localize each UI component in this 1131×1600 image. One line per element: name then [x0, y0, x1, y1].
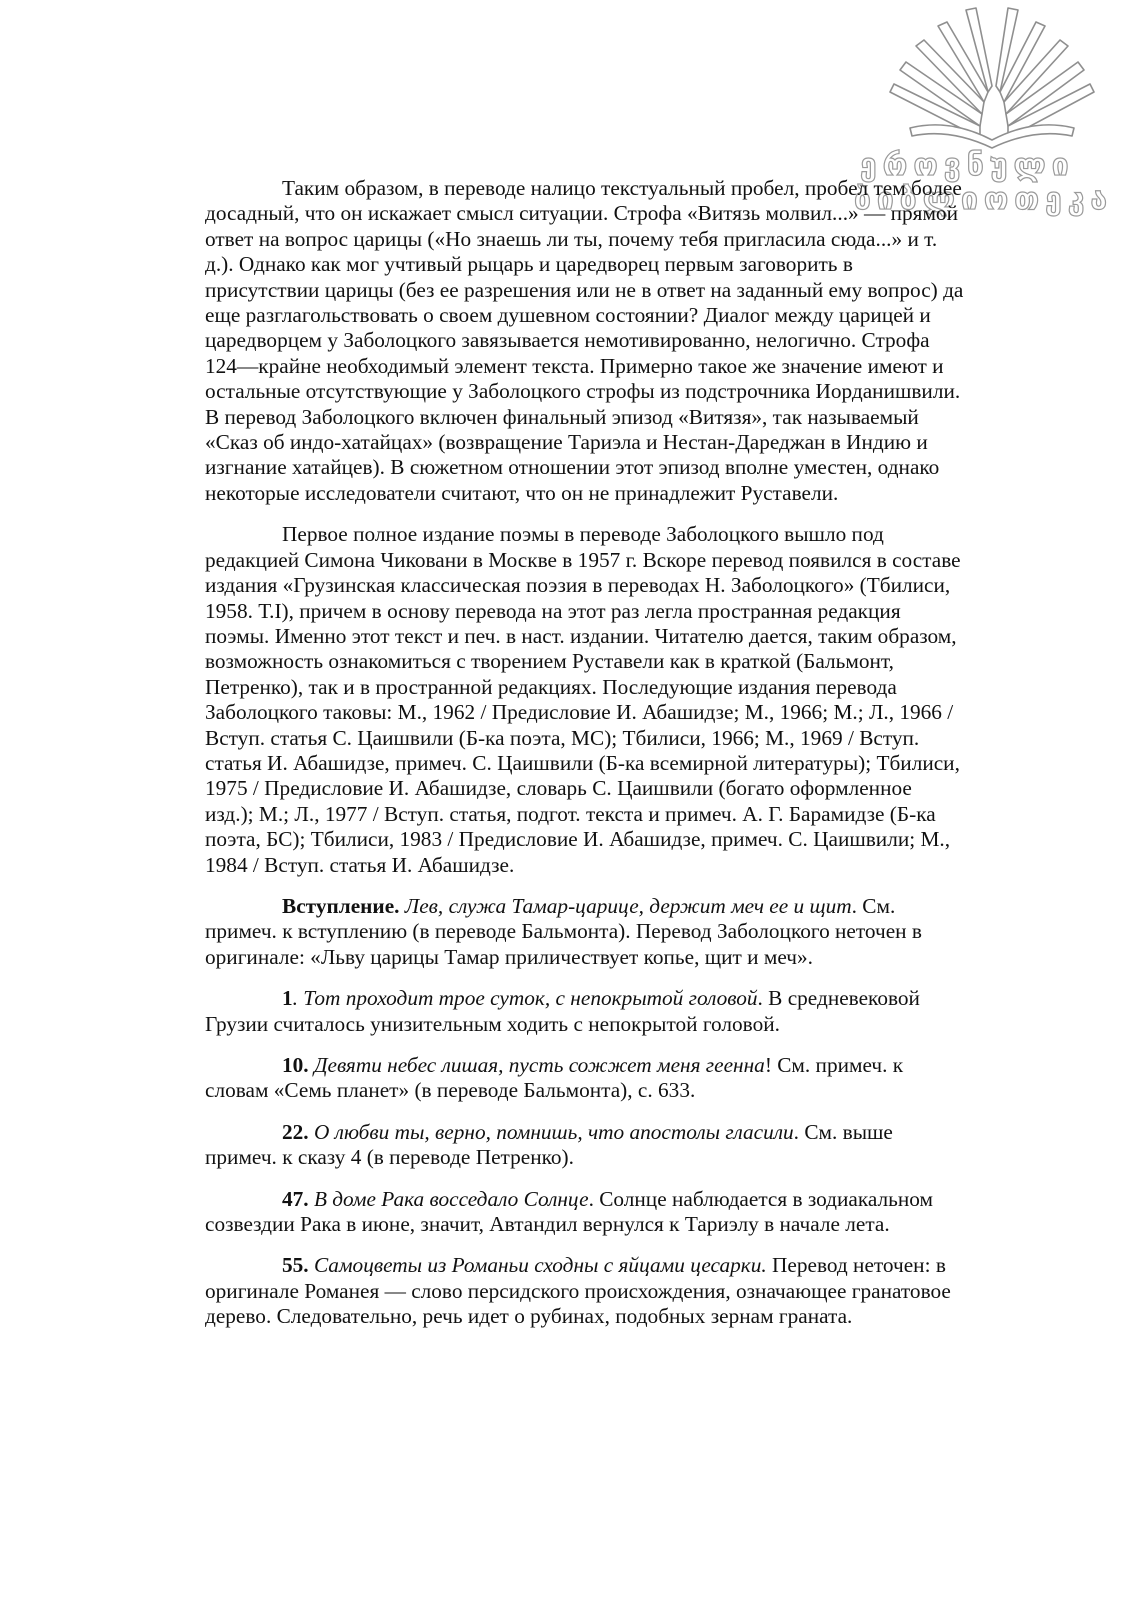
note-body: ! См. примеч. к словам «Семь планет» (в переводе Бальмонта), с. 633. [205, 1053, 904, 1103]
open-book-icon [850, 0, 1131, 150]
note-label: 22. [282, 1119, 309, 1144]
paragraph-editions: Первое полное издание поэмы в переводе Заболоцкого вышло под редакцией Симона Чиковани в Москве в 1957 г. Вскоре перевод появился в составе издания «Грузинская классическая поэзия в переводах Н. Заболоцкого» (Тбилиси, 1958. Т.I), причем в основу перевода на этот раз легла пространная редакция поэмы. Именно этот текст и печ. в наст. издании. Читателю дается, таким образом, возможность ознакомиться с творением Руставели как в краткой (Бальмонт, Петренко), так и в пространной редакциях. Последующие издания перевода Заболоцкого таковы: М., 1962 / Предисловие И. Абашидзе; М., 1966; М.; Л., 1966 / Вступ. статья С. Цаишвили (Б-ка поэта, МС); Тбилиси, 1966; М., 1969 / Вступ. статья И. Абашидзе, примеч. С. Цаишвили (Б-ка всемирной литературы); Тбилиси, 1975 / Предисловие И. Абашидзе, словарь С. Цаишвили (богато оформленное изд.); М.; Л., 1977 / Вступ. статья, подгот. текста и примеч. А. Г. Барамидзе (Б-ка поэта, БС); Тбилиси, 1983 / Предисловие И. Абашидзе, примеч. С. Цаишвили; М., 1984 / Вступ. статья И. Абашидзе. [205, 522, 961, 877]
note-quote: Девяти небес лишая, пусть сожжет меня геенна [308, 1053, 765, 1077]
note-55 [205, 1253, 965, 1329]
note-label: 10. [282, 1053, 309, 1077]
note-label: 47. [282, 1186, 309, 1211]
note-quote: В доме Рака восседало Солнце [308, 1186, 589, 1211]
note-body: Перевод неточен: в оригинале Романея — слово персидского происхождения, означающее гранатовое дерево. Следовательно, речь идет о рубинах, подобных зернам граната. [205, 1253, 951, 1329]
watermark-line-2: ბიბლიოთეკა [854, 182, 1114, 217]
note-1 [205, 986, 965, 1037]
note-quote: Самоцветы из Романьи сходны с яйцами цесарки. [308, 1253, 767, 1278]
note-22 [205, 1120, 965, 1171]
document-body [205, 176, 965, 1346]
note-body: . Солнце наблюдается в зодиакальном созвездии Рака в июне, значит, Автандил вернулся к Тариэлу в начале лета. [205, 1186, 933, 1237]
note-10 [205, 1053, 965, 1104]
note-body: . В средневековой Грузии считалось унизительным ходить с непокрытой головой. [205, 986, 920, 1036]
note-label: 1 [282, 986, 293, 1011]
note-quote: О любви ты, верно, помнишь, что апостолы гласили [308, 1119, 794, 1144]
note-47 [205, 1187, 965, 1238]
note-label: 55. [282, 1253, 309, 1278]
note-body: . См. примеч. к вступлению (в переводе Бальмонта). Перевод Заболоцкого неточен в оригинале: «Льву царицы Тамар приличествует копье, щит и меч». [205, 893, 922, 969]
paragraph-translation-gap: Таким образом, в переводе налицо текстуальный пробел, пробел тем более досадный, что он искажает смысл ситуации. Строфа «Витязь молвил...» — прямой ответ на вопрос царицы («Но знаешь ли ты, почему тебя пригласила сюда...» и т. д.). Однако как мог учтивый рыцарь и царедворец первым заговорить в присутствии царицы (без ее разрешения или не в ответ на заданный ему вопрос) да еще разглагольствовать о своем душевном состоянии? Диалог между царицей и царедворцем у Заболоцкого завязывается немотивированно, нелогично. Строфа 124—крайне необходимый элемент текста. Примерно такое же значение имеют и остальные отсутствующие у Заболоцкого строфы из подстрочника Иорданишвили. В перевод Заболоцкого включен финальный эпизод «Витязя», так называемый «Сказ об индо-хатайцах» (возвращение Тариэла и Нестан-Дареджан в Индию и изгнание хатайцев). В сюжетном отношении этот эпизод вполне уместен, однако некоторые исследователи считают, что он не принадлежит Руставели. [205, 176, 964, 505]
note-quote: . Тот проходит трое суток, с непокрытой головой [292, 986, 758, 1011]
note-quote: Лев, служа Тамар-царице, держит меч ее и щит [399, 893, 852, 918]
note-label: Вступление. [282, 893, 400, 918]
note-body: . См. выше примеч. к сказу 4 (в переводе Петренко). [205, 1119, 893, 1170]
note-introduction [205, 894, 965, 970]
watermark-line-1: ეროვნული [860, 148, 1075, 183]
